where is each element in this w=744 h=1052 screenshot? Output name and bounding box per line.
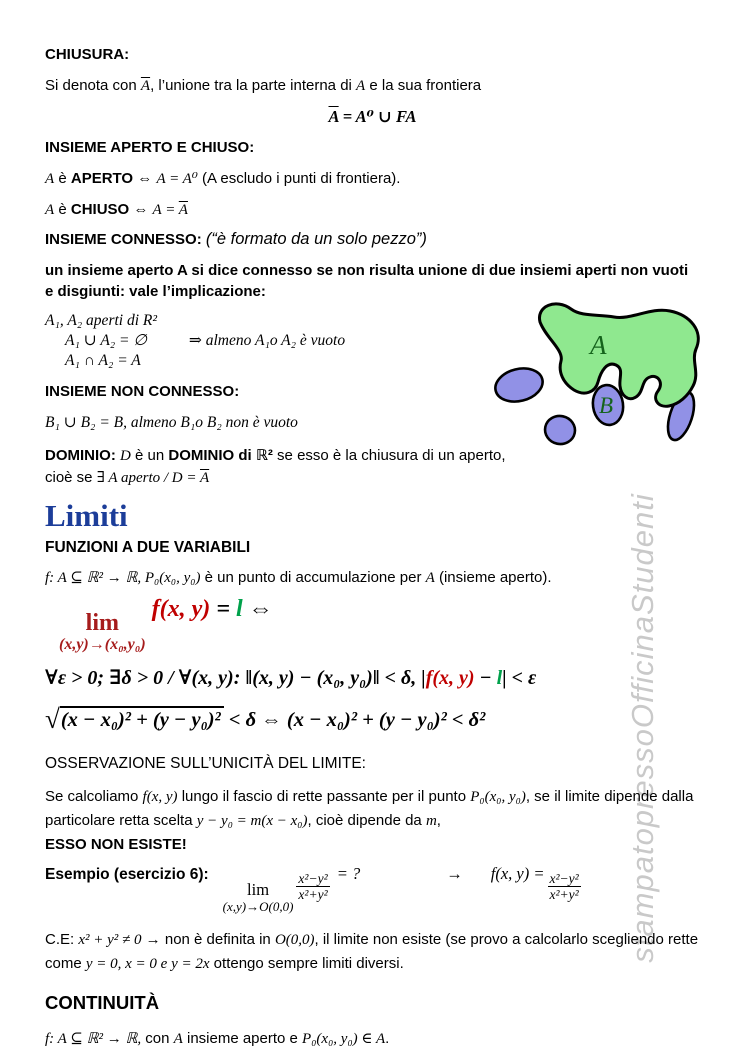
text-run: APERTO xyxy=(70,170,134,187)
math-run: (x − x₀)² + (y − y₀)² xyxy=(60,706,224,731)
math-run: l xyxy=(236,596,243,622)
denominator: x²+y² xyxy=(549,887,579,903)
math-run: f(x, y) xyxy=(425,666,475,689)
esempio-row xyxy=(45,863,700,915)
text-run: lungo il fascio di rette passante per il punto xyxy=(177,787,471,805)
text-run: CHIUSO xyxy=(70,201,130,218)
lim-operator xyxy=(222,879,294,915)
text-run: , xyxy=(436,811,441,829)
text-run: , se il limite dipende dalla particolare retta scelta xyxy=(45,787,694,829)
aperto-line xyxy=(45,168,700,190)
math-run: A₁ ∪ A₂ = ∅ xyxy=(65,332,147,349)
funzioni-subheading: FUNZIONI A DUE VARIABILI xyxy=(45,539,251,556)
text-run: (A escludo i punti di frontiera). xyxy=(197,170,401,187)
numerator: x²−y² xyxy=(549,870,579,886)
math-run: $\overline{A}$ xyxy=(199,470,210,486)
connesso-math-block xyxy=(45,311,700,371)
text-run: è un xyxy=(130,447,169,464)
text-run: Se calcoliamo xyxy=(45,787,143,805)
math-run: = A⁰ ∪ FA xyxy=(338,107,417,126)
lim-operator xyxy=(59,611,146,654)
text-run: se esso è la chiusura di un aperto, cioè se xyxy=(45,447,506,486)
section-heading-non-connesso: INSIEME NON CONNESSO: xyxy=(45,383,240,400)
watermark-text: stampatopressoOfficinaStudenti xyxy=(625,493,660,963)
section-heading-chiusura: CHIUSURA: xyxy=(45,46,130,63)
lim-word: lim xyxy=(247,879,270,899)
math-run: A = xyxy=(152,202,179,218)
emphasis-line xyxy=(45,833,713,856)
math-run: ∃ A aperto / D = xyxy=(96,470,200,486)
text-run: e la sua frontiera xyxy=(365,77,482,94)
text-run: ! xyxy=(181,835,187,853)
connesso-paragraph: un insieme aperto A si dice connesso se non risulta unione di due insiemi aperti non vuoti e disgiunti: vale l’implicazione: xyxy=(45,262,689,300)
text-run: è un punto di accumulazione per xyxy=(200,569,426,586)
math-run: f(x, y) = xyxy=(490,863,545,883)
fraction xyxy=(296,871,329,903)
limit-definition-formula xyxy=(59,597,700,654)
symbol-run: = xyxy=(210,596,236,622)
text-run: Si denota con xyxy=(45,77,141,94)
chiusura-paragraph xyxy=(45,75,700,97)
math-run: m xyxy=(425,812,437,829)
page-content xyxy=(45,46,700,1050)
math-run: O(0,0) xyxy=(274,932,315,949)
section-heading-connesso xyxy=(45,230,700,249)
math-run: | < ε xyxy=(502,666,537,689)
math-run: = ? xyxy=(336,863,361,883)
section-heading-aperto-chiuso: INSIEME APERTO E CHIUSO: xyxy=(45,139,255,156)
text-run: DOMINIO: xyxy=(45,447,116,464)
math-run: l xyxy=(496,666,503,689)
text-run: , cioè dipende da xyxy=(307,811,426,829)
epsilon-delta-formula xyxy=(45,664,700,692)
text-run: DOMINIO di ℝ² xyxy=(168,447,273,464)
lim-subscript: (x,y)→O(0,0) xyxy=(222,899,294,915)
math-run: − xyxy=(474,666,497,689)
math-line: A₁, A₂ aperti di R² xyxy=(45,312,158,329)
math-run: A xyxy=(356,78,366,94)
lim-subscript: (x,y)→(x₀,y₀) xyxy=(59,636,146,653)
math-run: A = A⁰ xyxy=(156,171,198,187)
text-run: con xyxy=(141,1030,174,1048)
math-run: $\overline{A}$ xyxy=(328,107,339,126)
math-run: f: A ⊆ ℝ² → ℝ, P₀(x₀, y₀) xyxy=(45,570,201,586)
set-b-label: B xyxy=(599,393,614,418)
osservazione-heading: OSSERVAZIONE SULL’UNICITÀ DEL LIMITE: xyxy=(45,754,366,772)
lim-word: lim xyxy=(85,610,119,636)
chiusura-formula xyxy=(45,106,700,127)
math-run: A xyxy=(45,202,55,218)
limiti-title: Limiti xyxy=(45,498,128,533)
numerator: x²−y² xyxy=(298,870,328,886)
math-run: ∀ε > 0; ∃δ > 0 / ∀(x, y): ‖(x, y) − (x₀, y₀)‖ < δ, | xyxy=(45,666,426,689)
continuita-heading: CONTINUITÀ xyxy=(45,992,160,1014)
radical-sign: √ xyxy=(45,703,60,734)
text-run: INSIEME CONNESSO: xyxy=(45,231,206,248)
text-run: , l’unione tra la parte interna di xyxy=(150,77,357,94)
text-run: ottengo sempre limiti diversi. xyxy=(209,955,404,973)
continuita-paragraph xyxy=(45,1028,700,1050)
math-run: y = 0, x = 0 e y = 2x xyxy=(85,956,210,973)
text-run: è xyxy=(54,170,71,187)
math-run: A xyxy=(425,570,435,586)
math-line: A₁ ∩ A₂ = A xyxy=(65,352,141,369)
math-run: $\overline{A}$ xyxy=(178,202,188,218)
sqrt-formula xyxy=(45,702,700,737)
math-run: P₀(x₀, y₀) ∈ A xyxy=(302,1031,386,1048)
dominio-paragraph xyxy=(45,445,519,489)
math-run: x² + y² ≠ 0 xyxy=(78,932,142,949)
math-run: A xyxy=(45,171,55,187)
math-run: y − y₀ = m(x − x₀) xyxy=(196,812,308,829)
text-run: insieme aperto e xyxy=(182,1030,303,1048)
esempio-label: Esempio (esercizio 6): xyxy=(45,865,209,883)
esempio-limit xyxy=(222,863,584,915)
text-run: ESSO NON ESISTE xyxy=(45,835,182,853)
set-a-label: A xyxy=(590,330,607,360)
math-line xyxy=(45,331,700,351)
text-run: → non è definita in xyxy=(141,931,275,949)
math-run: ⇒ almeno A₁o A₂ è vuoto xyxy=(188,332,346,349)
arrow-symbol: → xyxy=(446,863,463,883)
math-run: A xyxy=(173,1031,183,1048)
math-run: f(x, y) xyxy=(142,788,178,805)
osservazione-paragraph xyxy=(45,785,713,856)
text-run: (insieme aperto). xyxy=(434,569,552,586)
math-run: < δ ⇔ (x − x₀)² + (y − y₀)² < δ² xyxy=(223,708,486,731)
ce-paragraph xyxy=(45,928,700,976)
limiti-intro xyxy=(45,567,700,589)
math-run: f: A ⊆ ℝ² → ℝ, xyxy=(45,1031,142,1048)
symbol-run: ⇔ xyxy=(129,201,153,218)
symbol-run: ⇔ xyxy=(133,170,157,187)
text-run: è xyxy=(54,201,71,218)
chiuso-line xyxy=(45,199,700,221)
math-run: f(x, y) xyxy=(145,596,211,622)
denominator: x²+y² xyxy=(298,887,328,903)
math-run: P₀(x₀, y₀) xyxy=(470,788,526,805)
text-run: , il limite non esiste (se provo a calcolarlo scegliendo rette come xyxy=(45,931,699,973)
text-run: . xyxy=(385,1030,390,1048)
math-run: $\overline{A}$ xyxy=(140,78,151,94)
non-connesso-formula: B₁ ∪ B₂ = B, almeno B₁o B₂ non è vuoto xyxy=(45,414,298,431)
heading-note: (“è formato da un solo pezzo”) xyxy=(205,230,427,248)
fraction xyxy=(548,871,581,903)
math-run: D xyxy=(120,448,131,464)
text-run: C.E: xyxy=(45,931,79,949)
symbol-run: ⇔ xyxy=(242,596,273,622)
